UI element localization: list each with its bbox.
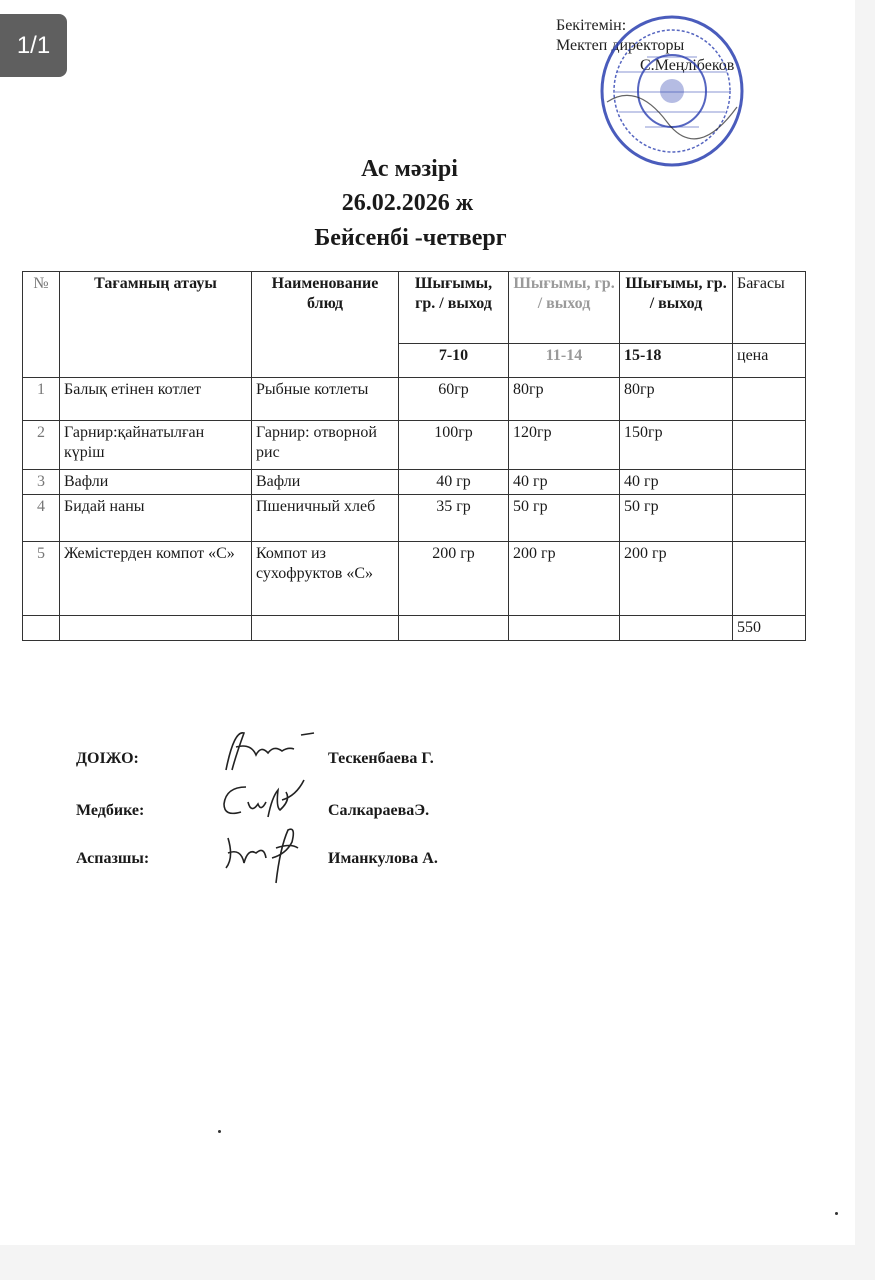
row-number: 4 <box>23 495 60 542</box>
dish-name-ru: Рыбные котлеты <box>252 378 399 421</box>
menu-table <box>22 271 806 641</box>
signature-name: Тескенбаева Г. <box>328 750 434 767</box>
empty-cell <box>399 616 509 641</box>
row-number: 1 <box>23 378 60 421</box>
total-price: 550 <box>733 616 806 641</box>
dish-name-kz: Балық етінен котлет <box>60 378 252 421</box>
header-number: № <box>23 272 60 378</box>
header-output-2: Шығымы, гр. / выход <box>509 272 620 344</box>
dish-name-ru: Пшеничный хлеб <box>252 495 399 542</box>
dish-name-ru: Вафли <box>252 470 399 495</box>
empty-cell <box>620 616 733 641</box>
signature-role: ДОІЖО: <box>76 750 139 767</box>
signature-role: Аспазшы: <box>76 850 150 867</box>
handwritten-signature <box>206 725 326 775</box>
table-row <box>23 495 806 542</box>
portion-15-18: 80гр <box>620 378 733 421</box>
header-age-15-18: 15-18 <box>620 344 733 378</box>
approval-line-2: Мектеп директоры <box>556 37 685 54</box>
row-number: 2 <box>23 421 60 470</box>
director-name: С.Меңлібеков <box>640 57 735 74</box>
portion-11-14: 80гр <box>509 378 620 421</box>
price-cell <box>733 470 806 495</box>
header-name-ru: Наименование блюд <box>252 272 399 378</box>
menu-date: 26.02.2026 ж <box>341 190 474 216</box>
empty-cell <box>509 616 620 641</box>
portion-11-14: 120гр <box>509 421 620 470</box>
school-stamp <box>597 12 747 170</box>
portion-7-10: 200 гр <box>399 542 509 616</box>
portion-15-18: 40 гр <box>620 470 733 495</box>
menu-day: Бейсенбі -четверг <box>314 225 507 251</box>
row-number: 3 <box>23 470 60 495</box>
empty-cell <box>60 616 252 641</box>
portion-11-14: 40 гр <box>509 470 620 495</box>
portion-7-10: 100гр <box>399 421 509 470</box>
portion-15-18: 200 гр <box>620 542 733 616</box>
page-indicator: 1/1 <box>0 14 67 77</box>
signature-name: Иманкулова А. <box>328 850 438 867</box>
empty-cell <box>252 616 399 641</box>
scan-speck <box>218 1130 221 1133</box>
portion-15-18: 50 гр <box>620 495 733 542</box>
dish-name-kz: Бидай наны <box>60 495 252 542</box>
table-row <box>23 378 806 421</box>
table-row <box>23 421 806 470</box>
header-price-kz: Бағасы <box>733 272 806 344</box>
dish-name-kz: Гарнир:қайнатылған күріш <box>60 421 252 470</box>
table-row <box>23 470 806 495</box>
scan-speck <box>835 1212 838 1215</box>
portion-11-14: 200 гр <box>509 542 620 616</box>
dish-name-kz: Жемістерден компот «С» <box>60 542 252 616</box>
header-price-ru: цена <box>733 344 806 378</box>
signature-name: СалкараеваЭ. <box>328 802 430 819</box>
portion-7-10: 35 гр <box>399 495 509 542</box>
price-cell <box>733 421 806 470</box>
header-age-7-10: 7-10 <box>399 344 509 378</box>
price-cell <box>733 495 806 542</box>
price-cell <box>733 542 806 616</box>
header-output-3: Шығымы, гр. / выход <box>620 272 733 344</box>
row-number: 5 <box>23 542 60 616</box>
portion-7-10: 40 гр <box>399 470 509 495</box>
header-name-kz: Тағамның атауы <box>60 272 252 378</box>
menu-title: Ас мәзірі <box>361 156 458 182</box>
handwritten-signature <box>206 818 326 888</box>
header-age-11-14: 11-14 <box>509 344 620 378</box>
portion-7-10: 60гр <box>399 378 509 421</box>
approval-line-1: Бекітемін: <box>556 17 627 34</box>
table-row <box>23 542 806 616</box>
dish-name-kz: Вафли <box>60 470 252 495</box>
portion-15-18: 150гр <box>620 421 733 470</box>
portion-11-14: 50 гр <box>509 495 620 542</box>
header-output-1: Шығымы, гр. / выход <box>399 272 509 344</box>
total-row <box>23 616 806 641</box>
empty-cell <box>23 616 60 641</box>
dish-name-ru: Гарнир: отворной рис <box>252 421 399 470</box>
dish-name-ru: Компот из сухофруктов «С» <box>252 542 399 616</box>
price-cell <box>733 378 806 421</box>
signature-role: Медбике: <box>76 802 145 819</box>
